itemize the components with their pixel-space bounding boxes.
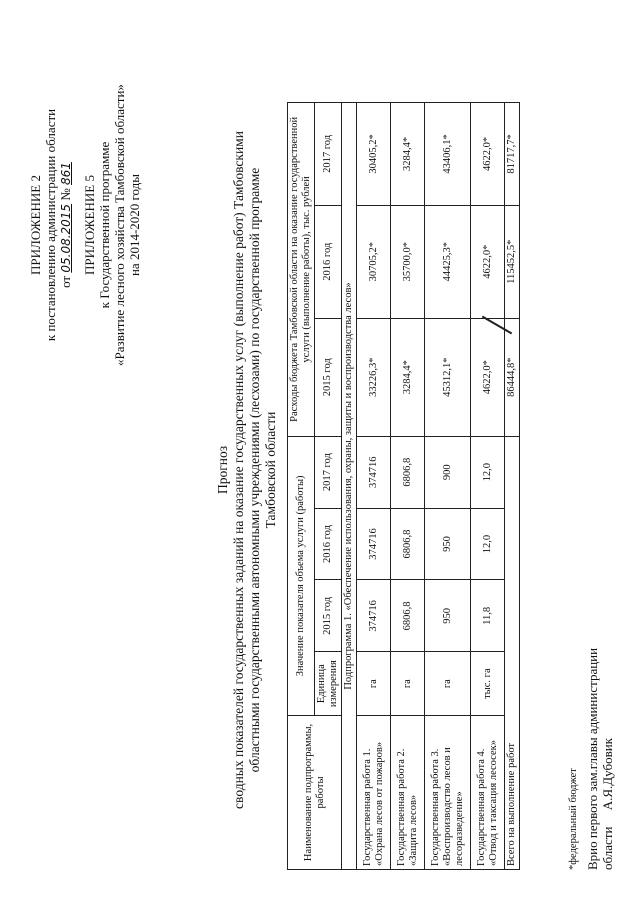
row-unit: га bbox=[425, 652, 471, 716]
row-value: 6806,8 bbox=[391, 508, 425, 580]
decree-line bbox=[58, 75, 74, 375]
row-value: 12,0 bbox=[471, 508, 505, 580]
table-row bbox=[471, 103, 505, 870]
number-sign: № bbox=[58, 188, 73, 201]
program-period: на 2014-2020 годы bbox=[127, 173, 142, 277]
row-unit: га bbox=[391, 652, 425, 716]
total-value: 86444,8* bbox=[505, 318, 520, 436]
row-value: 12,0 bbox=[471, 436, 505, 508]
row-budget: 30705,2* bbox=[357, 205, 391, 318]
program-to: к Государственной программе bbox=[97, 141, 112, 309]
row-budget: 45312,1* bbox=[425, 318, 471, 436]
header-name: Наименование подпрограммы, работы bbox=[288, 715, 342, 869]
row-value: 374716 bbox=[357, 508, 391, 580]
header-indicator: Значение показателя объема услуги (работы) bbox=[288, 436, 315, 715]
signature-name: А.Я.Дубовик bbox=[600, 738, 615, 811]
table-row bbox=[391, 103, 425, 870]
decree-number: 861 bbox=[59, 162, 73, 186]
row-value: 950 bbox=[425, 508, 471, 580]
row-value: 900 bbox=[425, 436, 471, 508]
row-value: 374716 bbox=[357, 436, 391, 508]
from-prefix: от bbox=[58, 275, 73, 288]
row-budget: 4622,0* bbox=[471, 103, 505, 206]
row-budget: 4622,0* bbox=[471, 205, 505, 318]
program-name: «Развитие лесного хозяйства Тамбовской области» bbox=[112, 84, 127, 366]
header-year: 2016 год bbox=[315, 508, 342, 580]
table-row bbox=[357, 103, 391, 870]
appendix-a-to: к постановлению администрации области bbox=[43, 108, 58, 342]
row-value: 950 bbox=[425, 580, 471, 652]
document-title bbox=[215, 130, 279, 810]
signature-block bbox=[585, 648, 615, 870]
forecast-table bbox=[287, 102, 520, 870]
row-name: Государственная работа 1. «Охрана лесов от пожаров» bbox=[357, 715, 391, 869]
title-line-1: Прогноз bbox=[215, 445, 230, 495]
appendix-b: ПРИЛОЖЕНИЕ 5 bbox=[82, 175, 97, 275]
header-budget: Расходы бюджета Тамбовской области на оказание государственной услуги (выполнение работы), тыс. рублей bbox=[288, 103, 315, 437]
header-unit: Единица измерения bbox=[315, 652, 342, 716]
header-year: 2017 год bbox=[315, 103, 342, 206]
row-unit: тыс. га bbox=[471, 652, 505, 716]
row-budget: 35700,0* bbox=[391, 205, 425, 318]
table-header-row bbox=[288, 103, 315, 870]
subprogram-title: Подпрограмма 1. «Обеспечение использования, охраны, защиты и воспроизводства лесов» bbox=[342, 103, 357, 870]
row-budget: 3284,4* bbox=[391, 318, 425, 436]
row-name: Государственная работа 3. «Воспроизводство лесов и лесоразведение» bbox=[425, 715, 471, 869]
header-year: 2017 год bbox=[315, 436, 342, 508]
row-value: 6806,8 bbox=[391, 436, 425, 508]
row-name: Государственная работа 2. «Защита лесов» bbox=[391, 715, 425, 869]
signature-title: Врио первого зам.главы администрации bbox=[585, 647, 600, 870]
table-row bbox=[425, 103, 471, 870]
row-budget: 44425,3* bbox=[425, 205, 471, 318]
header-year: 2016 год bbox=[315, 205, 342, 318]
row-unit: га bbox=[357, 652, 391, 716]
decree-date: 05.08.2015 bbox=[59, 203, 73, 273]
appendix-a: ПРИЛОЖЕНИЕ 2 bbox=[28, 175, 43, 275]
row-name: Государственная работа 4. «Отвод и таксация лесосек» bbox=[471, 715, 505, 869]
row-budget: 43406,1* bbox=[425, 103, 471, 206]
header-block bbox=[28, 75, 142, 375]
row-budget: 30405,2* bbox=[357, 103, 391, 206]
row-value: 6806,8 bbox=[391, 580, 425, 652]
signature-line-2 bbox=[600, 648, 615, 870]
total-value: 81717,7* bbox=[505, 103, 520, 206]
row-budget: 3284,4* bbox=[391, 103, 425, 206]
signature-region: области bbox=[600, 826, 615, 870]
total-value: 115452,5* bbox=[505, 205, 520, 318]
row-budget: 4622,0* bbox=[471, 318, 505, 436]
header-year: 2015 год bbox=[315, 580, 342, 652]
footnote: *федеральный бюджет bbox=[568, 768, 579, 870]
row-budget: 33226,3* bbox=[357, 318, 391, 436]
total-row bbox=[505, 103, 520, 870]
header-year: 2015 год bbox=[315, 318, 342, 436]
row-value: 11,8 bbox=[471, 580, 505, 652]
row-value: 374716 bbox=[357, 580, 391, 652]
total-label: Всего на выполнение работ bbox=[505, 436, 520, 869]
title-line-4: Тамбовской области bbox=[263, 411, 278, 529]
subprogram-row bbox=[342, 103, 357, 870]
title-line-3: областными государственными автономными учреждениями (лесхозами) по государственной программе bbox=[247, 167, 262, 773]
title-line-2: сводных показателей государственных заданий на оказание государственных услуг (выполнение работ) Тамбовскими bbox=[231, 131, 246, 809]
